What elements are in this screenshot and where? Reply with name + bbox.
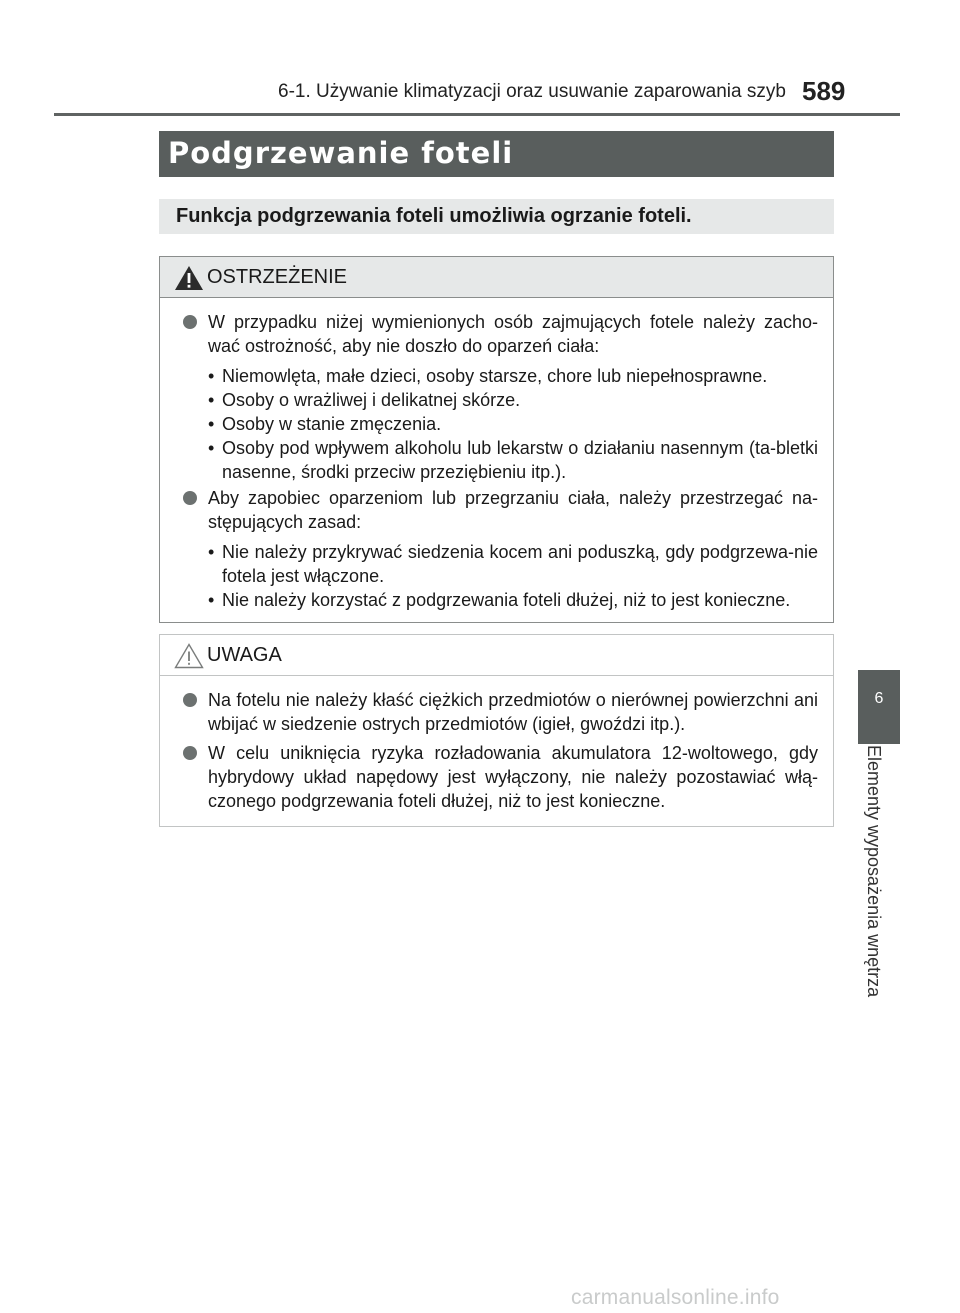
header-section-title: 6-1. Używanie klimatyzacji oraz usuwanie zaparowania szyb: [278, 81, 786, 102]
bullet-dot: [183, 693, 197, 707]
list-item: • Niemowlęta, małe dzieci, osoby starsze, chore lub niepełnosprawne.: [208, 364, 818, 388]
chapter-number: 6: [874, 690, 884, 707]
notice-header: [160, 635, 833, 676]
chapter-tab[interactable]: [858, 670, 900, 744]
list-item: • Osoby w stanie zmęczenia.: [208, 412, 818, 436]
warning-header: [160, 257, 833, 298]
title-bar: [159, 131, 834, 177]
list-item: • Nie należy przykrywać siedzenia kocem ani poduszką, gdy podgrzewa-nie fotela jest włączone.: [208, 540, 818, 588]
notice-item-text: W celu uniknięcia ryzyka rozładowania akumulatora 12-woltowego, gdy hybrydowy układ napędowy jest wyłączony, nie należy pozostawiać włą-czonego podgrzewania foteli dłużej, niż to jest konieczne.: [208, 743, 818, 811]
bullet-dot: [183, 491, 197, 505]
warning-sublist: [208, 540, 818, 612]
list-item: • Osoby o wrażliwej i delikatnej skórze.: [208, 388, 818, 412]
warning-item-text: Aby zapobiec oparzeniom lub przegrzaniu ciała, należy przestrzegać na-stępujących zasad:: [208, 488, 818, 532]
list-item: • Osoby pod wpływem alkoholu lub lekarstw o działaniu nasennym (ta-bletki nasenne, środki przeciw przeziębieniu itp.).: [208, 436, 818, 484]
watermark: carmanualsonline.info: [571, 1286, 780, 1309]
warning-box: [159, 256, 834, 623]
notice-label: UWAGA: [207, 644, 282, 666]
warning-sublist: [208, 364, 818, 484]
page-title: Podgrzewanie foteli: [168, 136, 514, 170]
warning-triangle-outline-icon: [174, 643, 204, 669]
intro-text: Funkcja podgrzewania foteli umożliwia ogrzanie foteli.: [176, 205, 692, 227]
header-divider: [54, 113, 900, 116]
chapter-label: Elementy wyposażenia wnętrza: [864, 745, 884, 998]
notice-item-text: Na fotelu nie należy kłaść ciężkich przedmiotów o nierównej powierzchni ani wbijać w siedzenie ostrych przedmiotów (igieł, gwoździ itp.).: [208, 690, 818, 734]
warning-item-text: W przypadku niżej wymienionych osób zajmujących fotele należy zacho-wać ostrożność, aby nie doszło do oparzeń ciała:: [208, 312, 818, 356]
bullet-dot: [183, 746, 197, 760]
notice-box: [159, 634, 834, 827]
list-item: • Nie należy korzystać z podgrzewania foteli dłużej, niż to jest konieczne.: [208, 588, 818, 612]
warning-triangle-filled-icon: [174, 265, 204, 291]
bullet-dot: [183, 315, 197, 329]
warning-label: OSTRZEŻENIE: [207, 266, 348, 288]
page-number: 589: [802, 76, 846, 106]
intro-box: [159, 199, 834, 234]
